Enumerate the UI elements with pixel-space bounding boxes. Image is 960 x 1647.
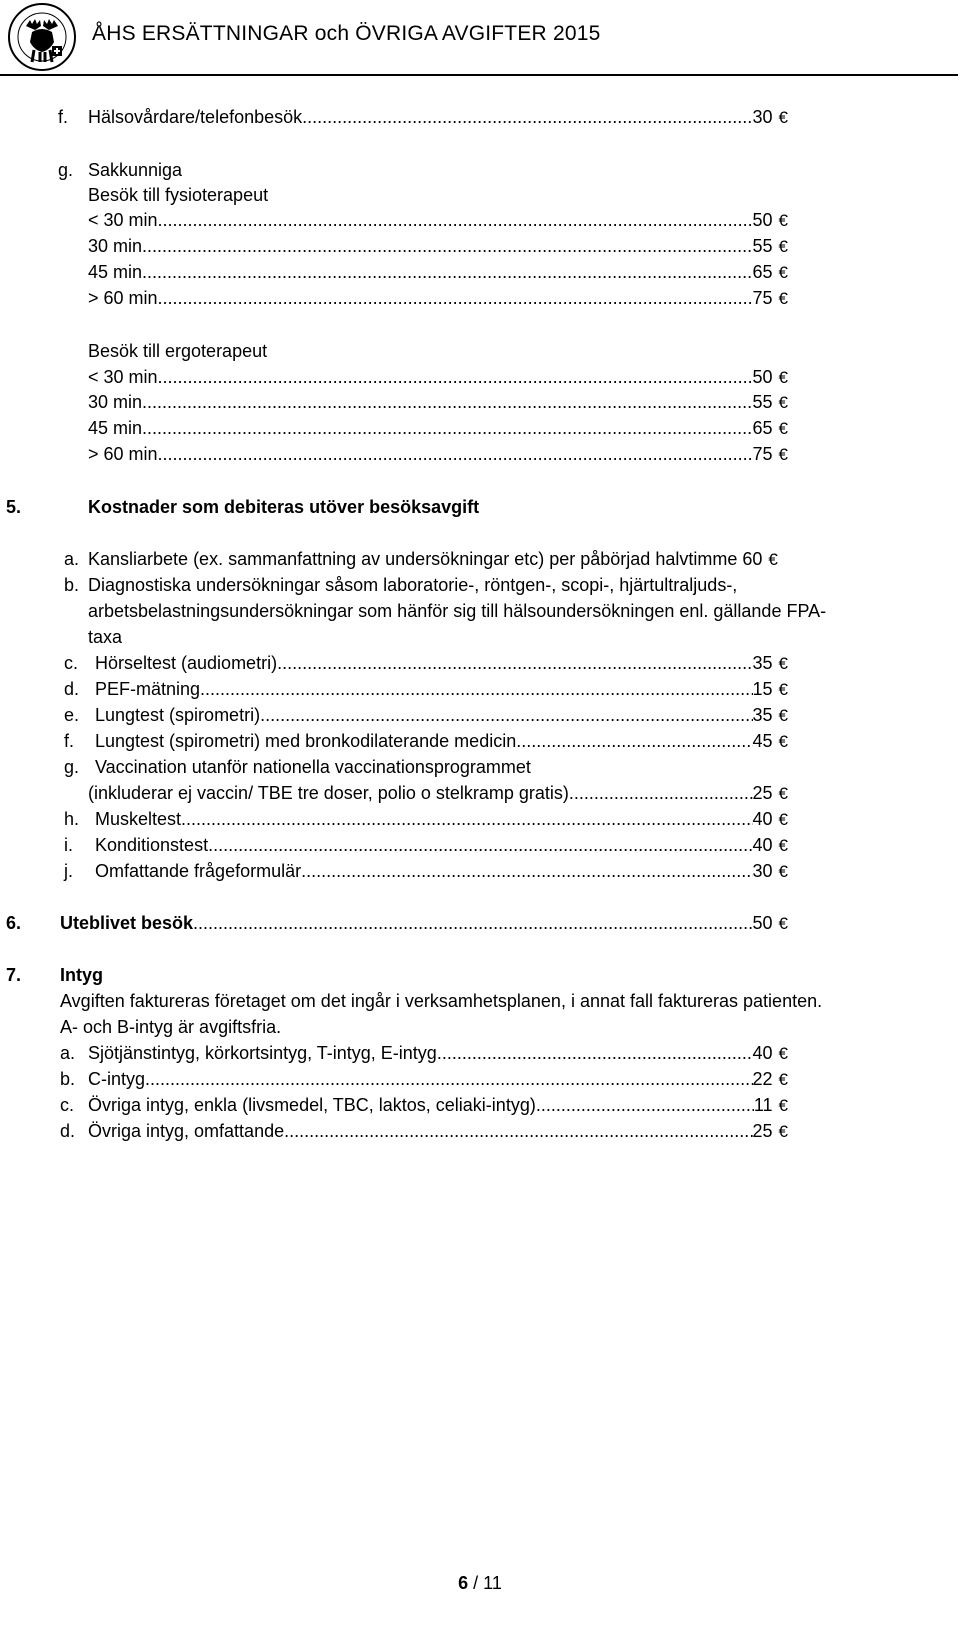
euro-icon: €: [778, 654, 788, 673]
s5-g-letter: g.: [64, 757, 80, 777]
page-separator: /: [468, 1573, 484, 1593]
s5-item-row: [95, 730, 788, 752]
s5-b-line3: taxa: [88, 627, 123, 647]
ergo-row: [88, 391, 788, 413]
ergo-row-value: 65: [752, 418, 773, 438]
s5-b-line1: Diagnostiska undersökningar såsom laboratorie-, röntgen-, scopi-, hjärtultraljuds-,: [88, 575, 738, 595]
section-5-number: 5.: [6, 497, 22, 517]
s5-item-label: Hörseltest (audiometri): [95, 653, 278, 673]
s7-item-row: [88, 1120, 788, 1142]
s7-item-letter: d.: [60, 1121, 76, 1141]
fysio-row-label: 45 min: [88, 262, 143, 282]
euro-icon: €: [778, 419, 788, 438]
euro-icon: €: [778, 784, 788, 803]
s5-item-label: Lungtest (spirometri) med bronkodilaterande medicin: [95, 731, 517, 751]
item-f-text: Hälsovårdare/telefonbesök: [88, 107, 303, 127]
fysio-row: [88, 209, 788, 231]
s7-item-value: 11: [753, 1095, 773, 1115]
ergo-row: [88, 417, 788, 439]
ergo-row: [88, 366, 788, 388]
euro-icon: €: [778, 862, 788, 881]
euro-icon: €: [778, 237, 788, 256]
s5-b-line2: arbetsbelastningsundersökningar som hänför sig till hälsoundersökningen enl. gällande FPA-: [88, 601, 827, 621]
s5-item-label: Omfattande frågeformulär: [95, 861, 302, 881]
s7-item-letter: c.: [60, 1095, 75, 1115]
s5-item-letter: h.: [64, 809, 80, 829]
s5-item-value: 40: [752, 835, 773, 855]
euro-icon: €: [778, 289, 788, 308]
s5-item-row: [95, 808, 788, 830]
section-7-number: 7.: [6, 965, 22, 985]
fysio-row-label: > 60 min: [88, 288, 158, 308]
item-f-row: [88, 106, 788, 128]
euro-icon: €: [778, 393, 788, 412]
fysio-row: [88, 287, 788, 309]
fysio-heading: Besök till fysioterapeut: [88, 185, 269, 205]
s5-item-letter: d.: [64, 679, 80, 699]
s7-item-label: Sjötjänstintyg, körkortsintyg, T-intyg, E-intyg: [88, 1043, 437, 1063]
euro-icon: €: [768, 550, 778, 569]
current-page: 6: [458, 1573, 469, 1593]
item-f-value: 30: [752, 107, 773, 127]
fysio-row-value: 50: [752, 210, 773, 230]
s5-item-letter: f.: [64, 731, 75, 751]
item-g-title: Sakkunniga: [88, 160, 183, 180]
s7-item-label: Övriga intyg, enkla (livsmedel, TBC, laktos, celiaki-intyg): [88, 1095, 536, 1115]
section-7-note: A- och B-intyg är avgiftsfria.: [60, 1017, 282, 1037]
section-6-row: [60, 912, 788, 934]
item-g-letter: g.: [58, 160, 74, 180]
s5-a-letter: a.: [64, 549, 80, 569]
euro-icon: €: [778, 1122, 788, 1141]
s5-a-text: [88, 548, 778, 570]
euro-icon: €: [778, 1096, 788, 1115]
s7-item-letter: b.: [60, 1069, 76, 1089]
euro-icon: €: [778, 211, 788, 230]
s7-item-label: C-intyg: [88, 1069, 146, 1089]
s5-item-value: 45: [752, 731, 773, 751]
euro-icon: €: [778, 914, 788, 933]
euro-icon: €: [778, 1044, 788, 1063]
fysio-row: [88, 261, 788, 283]
ergo-row-label: 30 min: [88, 392, 143, 412]
document-title: ÅHS ERSÄTTNINGAR och ÖVRIGA AVGIFTER 2015: [92, 22, 601, 45]
s5-item-value: 15: [752, 679, 773, 699]
s5-item-letter: j.: [64, 861, 73, 881]
s5-g-row: [88, 782, 788, 804]
euro-icon: €: [778, 108, 788, 127]
section-7-title: Intyg: [60, 965, 103, 985]
fysio-row-label: 30 min: [88, 236, 143, 256]
s7-item-letter: a.: [60, 1043, 76, 1063]
s5-item-label: Lungtest (spirometri): [95, 705, 261, 725]
ergo-row-value: 55: [752, 392, 773, 412]
section-6-value: 50: [752, 913, 773, 933]
euro-icon: €: [778, 706, 788, 725]
s5-item-letter: c.: [64, 653, 79, 673]
s7-item-label: Övriga intyg, omfattande: [88, 1121, 285, 1141]
euro-icon: €: [778, 368, 788, 387]
section-6-title: Uteblivet besök: [60, 913, 194, 933]
fysio-row-label: < 30 min: [88, 210, 158, 230]
euro-icon: €: [778, 810, 788, 829]
ergo-row-label: 45 min: [88, 418, 143, 438]
s5-item-letter: i.: [64, 835, 73, 855]
s7-item-row: [88, 1068, 788, 1090]
moose-logo-icon: [4, 2, 80, 72]
total-pages: 11: [483, 1573, 502, 1593]
s5-b-letter: b.: [64, 575, 80, 595]
euro-icon: €: [778, 732, 788, 751]
euro-icon: €: [778, 263, 788, 282]
fysio-row-value: 65: [752, 262, 773, 282]
s5-item-value: 30: [752, 861, 773, 881]
s5-item-label: Konditionstest: [95, 835, 209, 855]
section-5-title: Kostnader som debiteras utöver besöksavgift: [88, 497, 480, 517]
s7-item-value: 22: [752, 1069, 773, 1089]
ergo-row-value: 50: [752, 367, 773, 387]
s5-item-value: 35: [752, 653, 773, 673]
fysio-row-value: 75: [752, 288, 773, 308]
s5-item-row: [95, 704, 788, 726]
ergo-row: [88, 443, 788, 465]
s5-item-row: [95, 860, 788, 882]
s7-item-row: [88, 1042, 788, 1064]
s5-item-label: PEF-mätning: [95, 679, 201, 699]
s5-item-value: 40: [752, 809, 773, 829]
section-6-number: 6.: [6, 913, 22, 933]
ergo-row-label: > 60 min: [88, 444, 158, 464]
page-number: [0, 1573, 960, 1594]
s7-item-row: [88, 1094, 788, 1116]
ergo-row-value: 75: [752, 444, 773, 464]
s5-item-value: 35: [752, 705, 773, 725]
ergo-heading: Besök till ergoterapeut: [88, 341, 268, 361]
s5-g-value: 25: [752, 783, 773, 803]
section-7-paragraph: Avgiften faktureras företaget om det ingår i verksamhetsplanen, i annat fall faktureras patienten.: [60, 991, 823, 1011]
s5-g-label: (inkluderar ej vaccin/ TBE tre doser, polio o stelkramp gratis): [88, 783, 569, 803]
item-f-letter: f.: [58, 107, 69, 127]
s5-a-label: Kansliarbete (ex. sammanfattning av undersökningar etc) per påbörjad halvtimme 60: [88, 549, 763, 569]
s5-item-row: [95, 652, 788, 674]
s7-item-value: 25: [752, 1121, 773, 1141]
s7-item-value: 40: [752, 1043, 773, 1063]
euro-icon: €: [778, 445, 788, 464]
euro-icon: €: [778, 680, 788, 699]
euro-icon: €: [778, 1070, 788, 1089]
page-header: [0, 0, 960, 78]
fysio-row: [88, 235, 788, 257]
s5-g-line1: Vaccination utanför nationella vaccinationsprogrammet: [95, 757, 531, 777]
euro-icon: €: [778, 836, 788, 855]
s5-item-row: [95, 678, 788, 700]
fysio-row-value: 55: [752, 236, 773, 256]
ergo-row-label: < 30 min: [88, 367, 158, 387]
s5-item-label: Muskeltest: [95, 809, 182, 829]
s5-item-row: [95, 834, 788, 856]
header-divider: [0, 74, 958, 76]
s5-item-letter: e.: [64, 705, 80, 725]
